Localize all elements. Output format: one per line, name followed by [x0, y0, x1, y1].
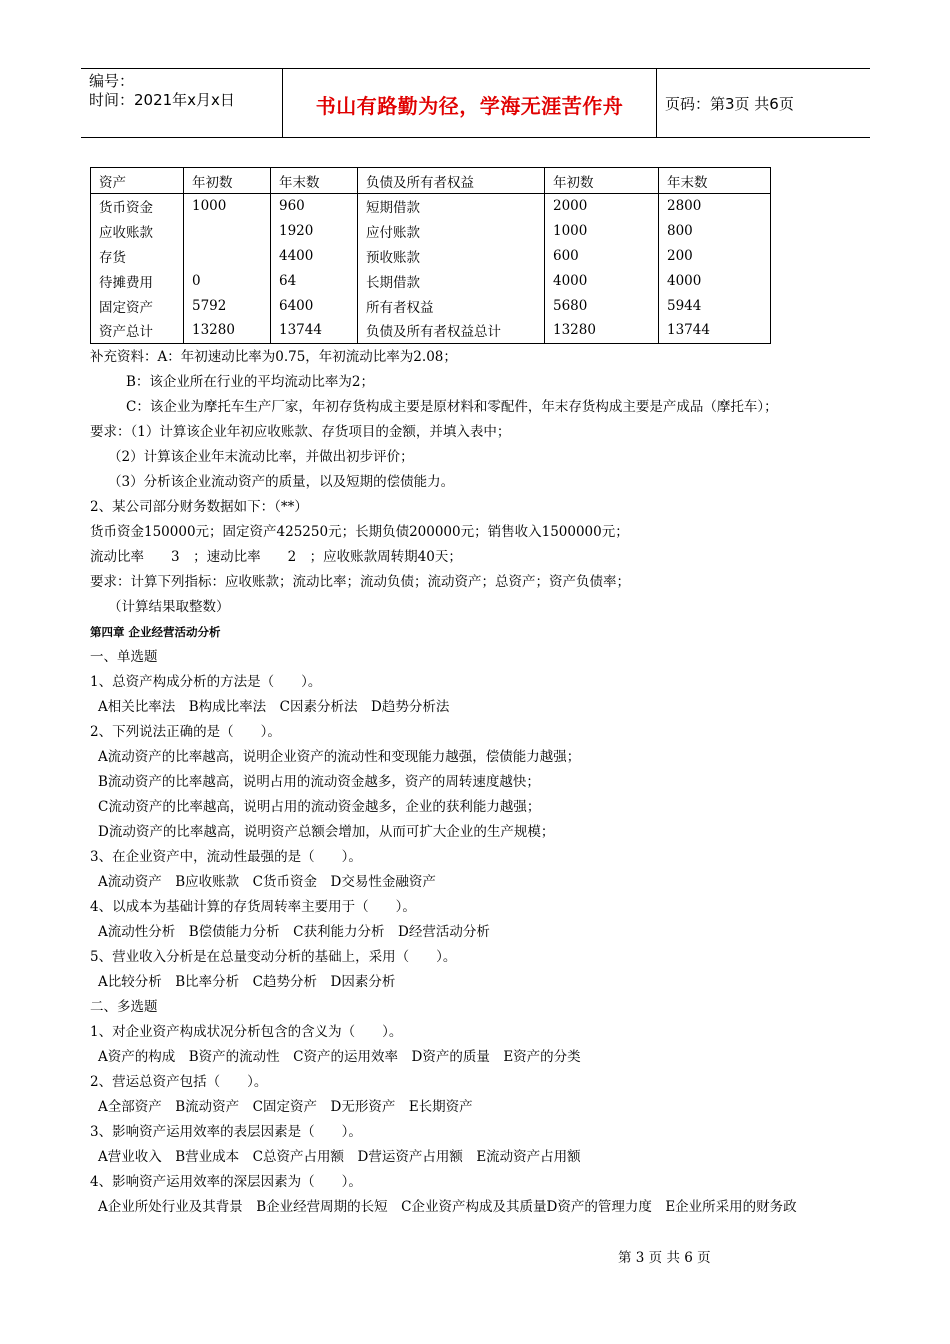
question-line: 1、总资产构成分析的方法是（ ）。 [90, 674, 322, 690]
balance-sheet-table [90, 167, 771, 344]
question-line: 2、下列说法正确的是（ ）。 [90, 724, 281, 740]
table-cell: 13744 [659, 318, 771, 343]
table-row [91, 318, 771, 343]
table-row [91, 194, 771, 219]
options-line: A流动资产的比率越高，说明企业资产的流动性和变现能力越强，偿债能力越强； [98, 749, 581, 765]
table-cell: 1000 [184, 194, 271, 219]
question-2-data: 货币资金150000元；固定资产425250元；长期负债200000元；销售收入1500000元； [90, 524, 629, 540]
question-line: 3、影响资产运用效率的表层因素是（ ）。 [90, 1124, 362, 1140]
table-cell: 2000 [545, 194, 659, 219]
footer-page-number: 第 3 页 共 6 页 [618, 1250, 711, 1266]
table-cell: 4000 [545, 268, 659, 293]
options-line: A营业收入 B营业成本 C总资产占用额 D营运资产占用额 E流动资产占用额 [98, 1149, 581, 1165]
options-line: A流动资产 B应收账款 C货币资金 D交易性金融资产 [98, 874, 436, 890]
question-2-note: （计算结果取整数） [108, 599, 230, 615]
table-row [91, 219, 771, 244]
document-body [90, 345, 880, 1220]
table-cell: 5944 [659, 293, 771, 318]
table-cell: 资产总计 [91, 318, 184, 343]
question-2-title: 2、某公司部分财务数据如下：（**） [90, 499, 308, 515]
table-cell: 6400 [271, 293, 358, 318]
section-heading: 二、多选题 [90, 999, 158, 1015]
question-2-ratios: 流动比率 3 ；速动比率 2 ；应收账款周转期40天； [90, 549, 462, 565]
table-cell: 200 [659, 244, 771, 269]
options-line: A流动性分析 B偿债能力分析 C获利能力分析 D经营活动分析 [98, 924, 490, 940]
table-row [91, 268, 771, 293]
question-line: 4、以成本为基础计算的存货周转率主要用于（ ）。 [90, 899, 416, 915]
table-cell: 13280 [545, 318, 659, 343]
table-cell: 固定资产 [91, 293, 184, 318]
table-cell: 4000 [659, 268, 771, 293]
code-label: 编号： [89, 72, 135, 90]
table-cell: 1920 [271, 219, 358, 244]
chapter-heading: 第四章 企业经营活动分析 [90, 625, 221, 639]
table-header-row [91, 168, 771, 194]
question-line: 4、影响资产运用效率的深层因素为（ ）。 [90, 1174, 362, 1190]
header-meta [81, 69, 281, 137]
page-header [81, 68, 870, 138]
options-line: C流动资产的比率越高，说明占用的流动资金越多，企业的获利能力越强； [98, 799, 541, 815]
table-cell: 负债及所有者权益总计 [358, 318, 545, 343]
motto: 书山有路勤为径，学海无涯苦作舟 [315, 94, 624, 118]
requirement-1: 要求：（1）计算该企业年初应收账款、存货项目的金额，并填入表中； [90, 424, 511, 440]
table-header-cell: 年初数 [184, 168, 271, 194]
options-line: A资产的构成 B资产的流动性 C资产的运用效率 D资产的质量 E资产的分类 [98, 1049, 581, 1065]
question-2-requirement: 要求：计算下列指标：应收账款；流动比率；流动负债；流动资产；总资产；资产负债率； [90, 574, 630, 590]
table-row [91, 244, 771, 269]
table-cell: 应收账款 [91, 219, 184, 244]
supplement-a: 补充资料：A：年初速动比率为0.75，年初流动比率为2.08； [90, 349, 457, 365]
options-line: A全部资产 B流动资产 C固定资产 D无形资产 E长期资产 [98, 1099, 473, 1115]
table-cell: 960 [271, 194, 358, 219]
table-cell: 待摊费用 [91, 268, 184, 293]
table-cell: 短期借款 [358, 194, 545, 219]
requirement-3: （3）分析该企业流动资产的质量，以及短期的偿债能力。 [108, 474, 455, 490]
table-row [91, 293, 771, 318]
table-cell: 4400 [271, 244, 358, 269]
table-cell: 13280 [184, 318, 271, 343]
requirement-2: （2）计算该企业年末流动比率，并做出初步评价； [108, 449, 414, 465]
options-line: A企业所处行业及其背景 B企业经营周期的长短 C企业资产构成及其质量D资产的管理力度 E企业所采用的财务政 [98, 1199, 797, 1215]
options-line: A相关比率法 B构成比率法 C因素分析法 D趋势分析法 [98, 699, 450, 715]
table-cell: 0 [184, 268, 271, 293]
question-line: 2、营运总资产包括（ ）。 [90, 1074, 268, 1090]
table-cell: 应付账款 [358, 219, 545, 244]
table-header-cell: 资产 [91, 168, 184, 194]
question-line: 3、在企业资产中，流动性最强的是（ ）。 [90, 849, 362, 865]
table-cell: 5680 [545, 293, 659, 318]
supplement-b: B：该企业所在行业的平均流动比率为2； [126, 374, 375, 390]
options-line: B流动资产的比率越高，说明占用的流动资金越多，资产的周转速度越快； [98, 774, 540, 790]
table-cell [184, 244, 271, 269]
question-line: 1、对企业资产构成状况分析包含的含义为（ ）。 [90, 1024, 403, 1040]
table-cell: 货币资金 [91, 194, 184, 219]
time-label: 时间：2021年x月x日 [89, 91, 235, 109]
options-line: A比较分析 B比率分析 C趋势分析 D因素分析 [98, 974, 396, 990]
table-cell: 所有者权益 [358, 293, 545, 318]
table-cell: 2800 [659, 194, 771, 219]
table-cell: 600 [545, 244, 659, 269]
table-header-cell: 年末数 [659, 168, 771, 194]
table-header-cell: 负债及所有者权益 [358, 168, 545, 194]
question-line: 5、营业收入分析是在总量变动分析的基础上，采用（ ）。 [90, 949, 457, 965]
table-cell: 存货 [91, 244, 184, 269]
supplement-c: C：该企业为摩托车生产厂家，年初存货构成主要是原材料和零配件，年末存货构成主要是产成品（摩托车）； [126, 399, 778, 415]
table-cell: 800 [659, 219, 771, 244]
table-cell: 64 [271, 268, 358, 293]
table-cell: 预收账款 [358, 244, 545, 269]
options-line: D流动资产的比率越高，说明资产总额会增加，从而可扩大企业的生产规模； [98, 824, 555, 840]
table-cell: 长期借款 [358, 268, 545, 293]
table-header-cell: 年初数 [545, 168, 659, 194]
page-number-label: 页码：第3页 共6页 [665, 95, 794, 113]
table-header-cell: 年末数 [271, 168, 358, 194]
header-motto-cell [282, 69, 657, 137]
section-heading: 一、单选题 [90, 649, 158, 665]
table-cell: 5792 [184, 293, 271, 318]
table-cell: 1000 [545, 219, 659, 244]
table-cell [184, 219, 271, 244]
table-cell: 13744 [271, 318, 358, 343]
